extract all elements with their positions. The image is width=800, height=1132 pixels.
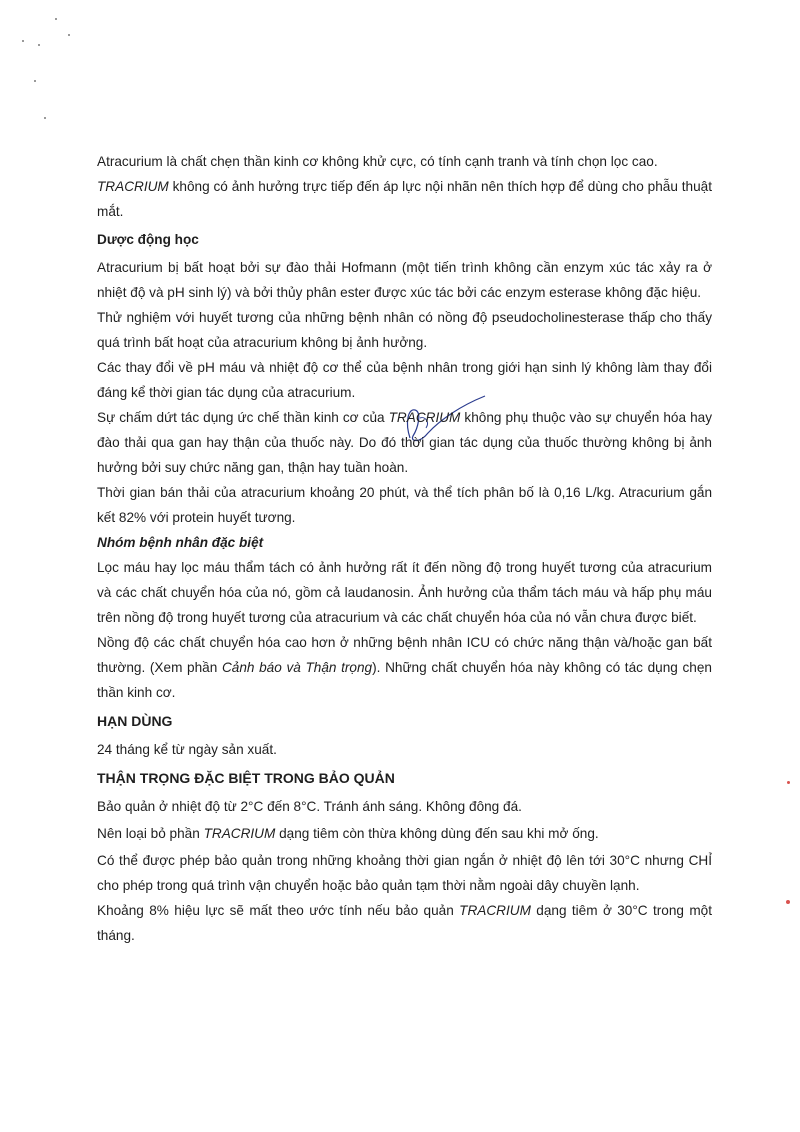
heading-pharmacokinetics: Dược động học: [97, 232, 199, 247]
paragraph-text: dạng tiêm ở 30°C trong một tháng.: [97, 903, 712, 943]
paragraph-text: Nồng độ các chất chuyển hóa cao hơn ở những bệnh nhân ICU có chức năng thận và/hoặc gan bất thường. (Xem phần: [97, 635, 712, 675]
paragraph-text: không phụ thuộc vào sự chuyển hóa hay đào thải qua gan hay thận của thuốc này. Do đó thời gian tác dụng của thuốc thường không bị ảnh hưởng bởi suy chức năng gan, thận hay tuần hoàn.: [97, 410, 712, 475]
scan-speck: [34, 80, 36, 82]
paragraph-hofmann: Atracurium bị bất hoạt bởi sự đào thải Hofmann (một tiến trình không cần enzym xúc tác xảy ra ở nhiệt độ và pH sinh lý) và bởi thủy phân ester được xúc tác bởi các enzym esterase không đặc hiệu.: [97, 260, 712, 300]
paragraph-discard: [97, 821, 712, 846]
brand-name: TRACRIUM: [203, 826, 276, 841]
paragraph-text: ). Những chất chuyển hóa này không có tác dụng chẹn thần kinh cơ.: [97, 660, 712, 700]
margin-mark: [787, 781, 790, 784]
scan-speck: [55, 18, 57, 20]
heading-special-populations: Nhóm bệnh nhân đặc biệt: [97, 535, 264, 550]
paragraph-potency-loss: [97, 898, 712, 948]
cross-reference: Cảnh báo và Thận trọng: [221, 660, 373, 675]
paragraph-eye-surgery: [97, 174, 712, 224]
brand-name: TRACRIUM: [388, 410, 461, 425]
paragraph-text: Nên loại bỏ phần: [97, 826, 204, 841]
brand-name: TRACRIUM: [459, 903, 531, 918]
scan-speck: [44, 117, 46, 119]
paragraph-ph-temperature: Các thay đổi về pH máu và nhiệt độ cơ thể của bệnh nhân trong giới hạn sinh lý không làm thay đổi đáng kể thời gian tác dụng của atracurium.: [97, 360, 712, 400]
paragraph-termination: [97, 405, 712, 480]
paragraph-storage-temp: Bảo quản ở nhiệt độ từ 2°C đến 8°C. Tránh ánh sáng. Không đông đá.: [97, 799, 522, 814]
paragraph-short-term-storage: Có thể được phép bảo quản trong những khoảng thời gian ngắn ở nhiệt độ lên tới 30°C nhưng CHỈ cho phép trong quá trình vận chuyển hoặc bảo quản tạm thời nằm ngoài dây chuyền lạnh.: [97, 853, 712, 893]
scan-speck: [38, 44, 40, 46]
paragraph-mechanism: Atracurium là chất chẹn thần kinh cơ không khử cực, có tính cạnh tranh và tính chọn lọc cao.: [97, 154, 658, 169]
paragraph-text: dạng tiêm còn thừa không dùng đến sau khi mở ống.: [275, 826, 599, 841]
paragraph-shelf-life: 24 tháng kể từ ngày sản xuất.: [97, 742, 277, 757]
brand-name: TRACRIUM: [97, 179, 169, 194]
margin-mark: [786, 900, 790, 904]
paragraph-pseudocholinesterase: Thử nghiệm với huyết tương của những bệnh nhân có nồng độ pseudocholinesterase thấp cho thấy quá trình bất hoạt của atracurium không bị ảnh hưởng.: [97, 310, 712, 350]
paragraph-text: Khoảng 8% hiệu lực sẽ mất theo ước tính nếu bảo quản: [97, 903, 460, 918]
paragraph-icu: [97, 630, 712, 705]
heading-storage: THẬN TRỌNG ĐẶC BIỆT TRONG BẢO QUẢN: [97, 770, 395, 786]
document-body: [97, 149, 712, 948]
scan-speck: [22, 40, 24, 42]
heading-shelf-life: HẠN DÙNG: [97, 713, 173, 729]
paragraph-dialysis: Lọc máu hay lọc máu thẩm tách có ảnh hưởng rất ít đến nồng độ trong huyết tương của atracurium và các chất chuyển hóa của nó, gồm cả laudanosin. Ảnh hưởng của thẩm tách máu và hấp phụ máu trên nồng độ trong huyết tương của atracurium và các chất chuyển hóa của nó vẫn chưa được biết.: [97, 560, 712, 625]
scan-speck: [68, 34, 70, 36]
paragraph-text: Sự chấm dứt tác dụng ức chế thần kinh cơ của: [97, 410, 389, 425]
paragraph-text: không có ảnh hưởng trực tiếp đến áp lực nội nhãn nên thích hợp để dùng cho phẫu thuật mắt.: [97, 179, 712, 219]
paragraph-half-life: Thời gian bán thải của atracurium khoảng 20 phút, và thể tích phân bố là 0,16 L/kg. Atracurium gắn kết 82% với protein huyết tương.: [97, 485, 712, 525]
